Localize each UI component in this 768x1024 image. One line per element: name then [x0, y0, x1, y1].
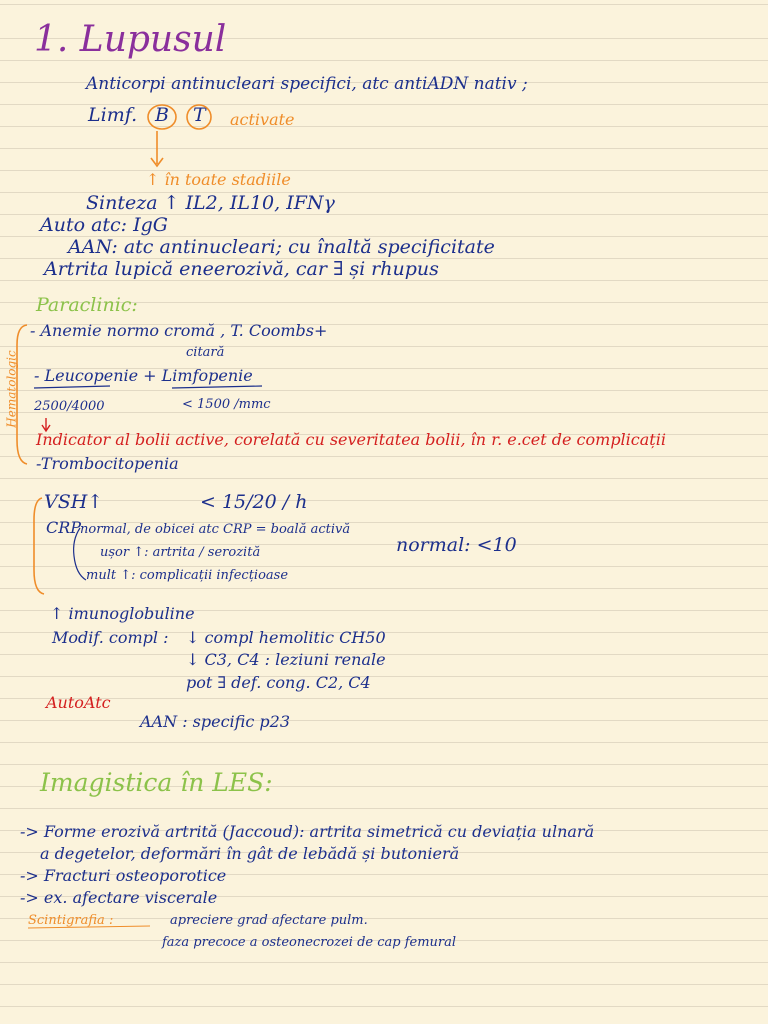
synthesis-line: Sinteza ↑ IL2, IL10, IFNγ — [86, 192, 335, 214]
vsh-bracket — [34, 498, 44, 594]
crp-bracket — [74, 528, 86, 580]
vsh-label: VSH↑ — [44, 491, 104, 513]
indicator-line: Indicator al bolii active, corelată cu severitatea bolii, în r. e.cet de complicații — [36, 430, 666, 449]
normal-value: normal: <10 — [396, 534, 517, 556]
arthritis-line: Artrita lupică eneerozivă, car ∃ și rhupus — [44, 258, 439, 280]
imaging-item-2: -> Fracturi osteoporotice — [20, 866, 227, 885]
all-stages-note: ↑ în toate stadiile — [146, 170, 291, 189]
aan-specific: AAN : specific p23 — [140, 712, 290, 731]
activated-note: activate — [230, 110, 295, 129]
hematologic-side-label: Hematologic — [4, 350, 19, 428]
autoatc-line: Auto atc: IgG — [40, 214, 168, 236]
imaging-item-3: -> ex. afectare viscerale — [20, 888, 218, 907]
anemia-line: - Anemie normo cromă , T. Coombs+ — [30, 321, 328, 340]
crp-high: mult ↑: complicații infecțioase — [86, 568, 289, 583]
antibodies-line: Anticorpi antinucleari specifici, atc antiADN nativ ; — [86, 74, 528, 94]
scinti-item-2: faza precoce a osteonecrozei de cap femural — [162, 935, 457, 950]
limf-t: T — [193, 104, 206, 126]
scinti-underline — [28, 926, 150, 928]
scinti-label: Scintigrafia : — [28, 913, 114, 928]
page-title: 1. Lupusul — [34, 19, 227, 60]
down-arrow-mark — [151, 131, 163, 166]
leuco-value: 2500/4000 — [34, 399, 105, 414]
vsh-values: < 15/20 / h — [200, 491, 308, 513]
b-circle-mark — [148, 105, 176, 129]
compl-item-3: pot ∃ def. cong. C2, C4 — [186, 673, 371, 692]
t-circle-mark — [187, 105, 211, 129]
limf-b: B — [155, 104, 169, 126]
hematologic-bracket — [17, 325, 27, 464]
crp-mild: ușor ↑: artrita / serozită — [100, 545, 261, 560]
red-arrow-mark — [42, 418, 50, 431]
crp-normal: normal, de obicei atc CRP = boală activă — [80, 522, 351, 537]
imaging-heading: Imagistica în LES: — [40, 768, 273, 797]
autoatc-label: AutoAtc — [46, 693, 111, 712]
leuco-underline — [34, 386, 262, 388]
immunoglobulin-line: ↑ imunoglobuline — [50, 604, 195, 623]
thrombo-line: -Trombocitopenia — [36, 454, 179, 473]
paraclinic-heading: Paraclinic: — [36, 294, 138, 316]
leucopenia-line: - Leucopenie + Limfopenie — [34, 366, 253, 385]
compl-prefix: Modif. compl : — [52, 628, 169, 647]
aan-line: AAN: atc antinucleari; cu înaltă specificitate — [68, 236, 495, 258]
crp-label: CRP — [46, 518, 82, 537]
compl-item-2: ↓ C3, C4 : leziuni renale — [186, 650, 386, 669]
compl-item-1: ↓ compl hemolitic CH50 — [186, 628, 386, 647]
imaging-item-1a: -> Forme erozivă artrită (Jaccoud): artrita simetrică cu deviația ulnară — [20, 822, 595, 841]
imaging-item-1b: a degetelor, deformări în gât de lebădă și butonieră — [40, 844, 460, 863]
scinti-item-1: apreciere grad afectare pulm. — [170, 913, 368, 928]
anemia-sub: citară — [186, 345, 225, 360]
limfo-value: < 1500 /mmc — [182, 397, 271, 412]
limf-prefix: Limf. — [88, 104, 138, 126]
